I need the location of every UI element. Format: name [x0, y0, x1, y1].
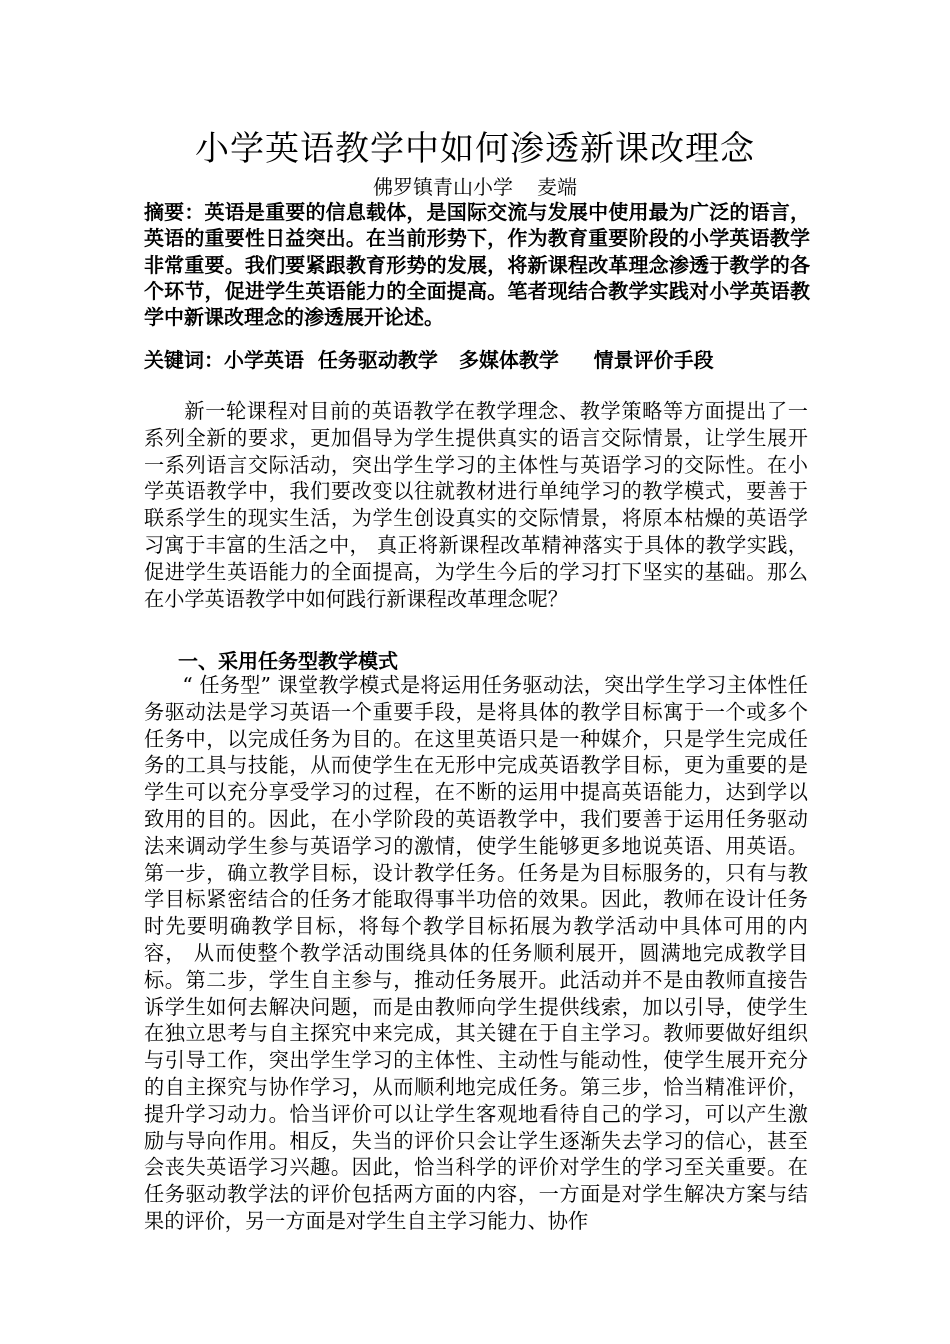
section-paragraph: “ 任务型” 课堂教学模式是将运用任务驱动法，突出学生学习主体性任务驱动法是学习英语一个重要手段，是将具体的教学目标寓于一个或多个任务中，以完成任务为目的。在这里英语只是一种媒介，只是学生完成任务的工具与技能，从而使学生在无形中完成英语教学目标，更为重要的是学生可以充分享受学习的过程，在不断的运用中提高英语能力，达到学以致用的目的。因此，在小学阶段的英语教学中，我们要善于运用任务驱动法来调动学生参与英语学习的激情，使学生能够更多地说英语、用英语。第一步，确立教学目标，设计教学任务。任务是为目标服务的，只有与教学目标紧密结合的任务才能取得事半功倍的效果。因此，教师在设计任务时先要明确教学目标，将每个教学目标拓展为教学活动中具体可用的内容， 从而使整个教学活动围绕具体的任务顺利展开，圆满地完成教学目标。第二步，学生自主参与，推动任务展开。此活动并不是由教师直接告诉学生如何去解决问题，而是由教师向学生提供线索，加以引导，使学生在独立思考与自主探究中来完成，其关键在于自主学习。教师要做好组织与引导工作，突出学生学习的主体性、主动性与能动性，使学生展开充分的自主探究与协作学习，从而顺利地完成任务。第三步，恰当精准评价，提升学习动力。恰当评价可以让学生客观地看待自己的学习，可以产生激励与导向作用。相反，失当的评价只会让学生逐渐失去学习的信心，甚至会丧失英语学习兴趣。因此，恰当科学的评价对学生的学习至关重要。在任务驱动教学法的评价包括两方面的内容，一方面是对学生解决方案与结果的评价，另一方面是对学生自主学习能力、协作 [144, 673, 808, 1233]
keywords-line: 关键词：小学英语 任务驱动教学 多媒体教学 情景评价手段 [144, 348, 714, 372]
abstract-paragraph: 摘要：英语是重要的信息载体，是国际交流与发展中使用最为广泛的语言，英语的重要性日益突出。在当前形势下，作为教育重要阶段的小学英语教学非常重要。我们要紧跟教育形势的发展，将新课程改革理念渗透于教学的各个环节，促进学生英语能力的全面提高。笔者现结合教学实践对小学英语教学中新课改理念的渗透展开论述。 [144, 200, 810, 330]
author-school: 佛罗镇青山小学 [373, 175, 513, 199]
intro-paragraph: 新一轮课程对目前的英语教学在教学理念、教学策略等方面提出了一系列全新的要求，更加倡导为学生提供真实的语言交际情景，让学生展开一系列语言交际活动，突出学生学习的主体性与英语学习的交际性。在小学英语教学中，我们要改变以往就教材进行单纯学习的教学模式，要善于联系学生的现实生活，为学生创设真实的交际情景，将原本枯燥的英语学习寓于丰富的生活之中， 真正将新课程改革精神落实于具体的教学实践，促进学生英语能力的全面提高，为学生今后的学习打下坚实的基础。那么在小学英语教学中如何践行新课程改革理念呢？ [144, 399, 808, 611]
author-line [0, 174, 950, 200]
author-name: 麦端 [537, 175, 577, 199]
section-heading: 一、采用任务型教学模式 [178, 649, 398, 673]
document-title: 小学英语教学中如何渗透新课改理念 [195, 129, 755, 169]
